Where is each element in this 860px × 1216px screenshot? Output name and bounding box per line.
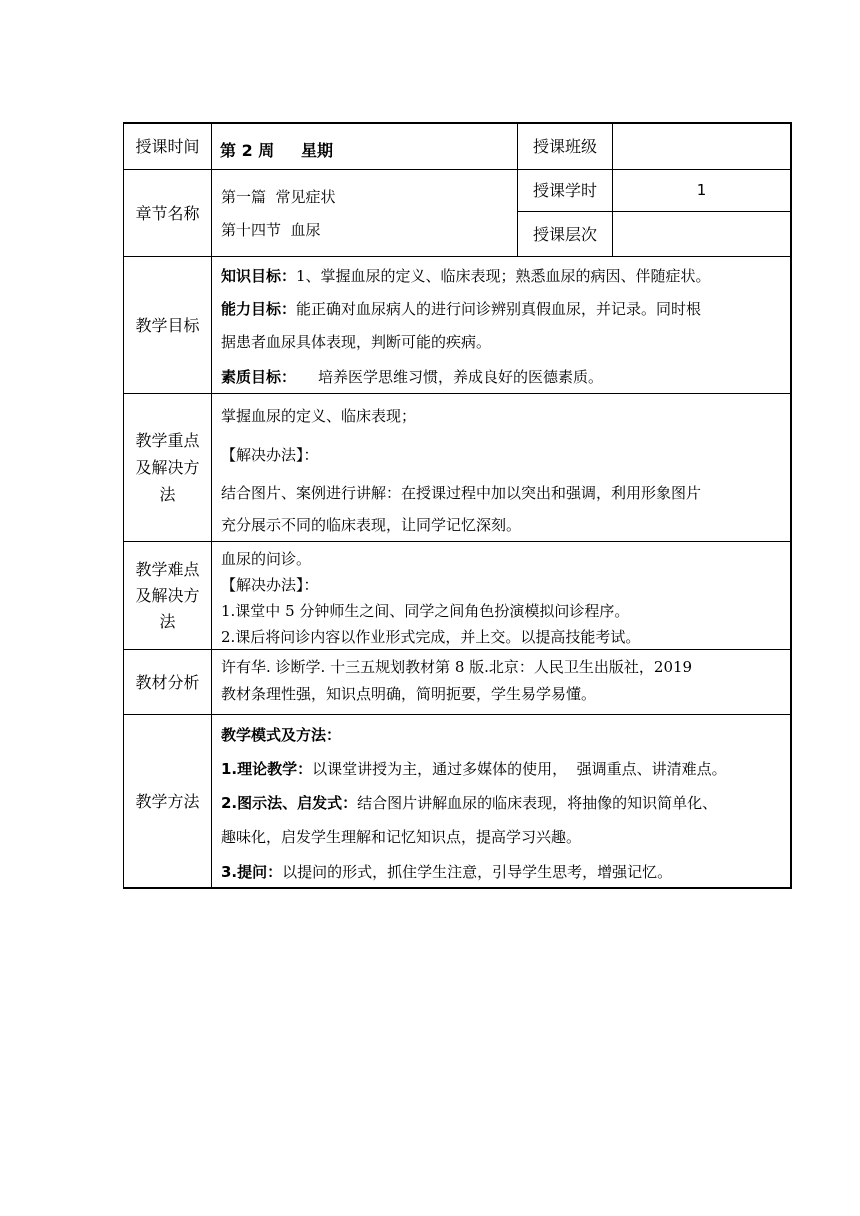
label-key-points bbox=[124, 394, 211, 541]
methods-item-1 bbox=[221, 758, 727, 779]
goal-knowledge bbox=[221, 265, 711, 286]
goal-ability-label: 能力目标： bbox=[221, 300, 297, 318]
row-line-4 bbox=[123, 541, 791, 542]
key-points-line-2: 【解决办法】： bbox=[221, 446, 319, 464]
difficulties-line-1: 血尿的问诊。 bbox=[221, 550, 312, 568]
label-goals-text: 教学目标 bbox=[135, 315, 200, 335]
methods-item-3-label: 3.提问： bbox=[221, 863, 283, 881]
goal-quality bbox=[221, 366, 603, 387]
methods-heading: 教学模式及方法： bbox=[221, 726, 342, 744]
label-goals bbox=[124, 257, 211, 393]
goal-ability bbox=[221, 298, 701, 319]
row-line-6 bbox=[123, 714, 791, 715]
chapter-line-2: 第十四节 血尿 bbox=[221, 221, 321, 239]
goal-ability-text-1: 能正确对血尿病人的进行问诊辨别真假血尿，并记录。同时根 bbox=[296, 300, 702, 318]
label-difficulties-1: 教学难点 bbox=[135, 559, 200, 579]
class-value bbox=[613, 124, 790, 169]
key-points-line-1: 掌握血尿的定义、临床表现； bbox=[221, 407, 417, 425]
label-methods-text: 教学方法 bbox=[135, 791, 200, 811]
methods-item-3 bbox=[221, 861, 672, 882]
label-difficulties bbox=[124, 542, 211, 649]
label-key-points-2: 及解决方 bbox=[135, 458, 200, 477]
methods-item-2 bbox=[221, 792, 717, 813]
row-line-3 bbox=[123, 393, 791, 394]
methods-item-2-text-1: 结合图片讲解血尿的临床表现，将抽像的知识简单化、 bbox=[357, 794, 718, 812]
key-points-line-3: 结合图片、案例进行讲解：在授课过程中加以突出和强调，利用形象图片 bbox=[221, 484, 702, 502]
methods-item-3-text: 以提问的形式，抓住学生注意，引导学生思考，增强记忆。 bbox=[282, 863, 673, 881]
label-chapter-text: 章节名称 bbox=[135, 203, 200, 223]
difficulties-line-4: 2.课后将问诊内容以作业形式完成，并上交。以提高技能考试。 bbox=[221, 628, 641, 646]
goal-knowledge-label: 知识目标： bbox=[221, 267, 297, 285]
methods-item-1-text: 以课堂讲授为主，通过多媒体的使用， 强调重点、讲清难点。 bbox=[312, 760, 727, 778]
label-level bbox=[518, 212, 612, 256]
table-border-bottom bbox=[123, 887, 791, 889]
methods-item-2-label: 2.图示法、启发式： bbox=[221, 794, 358, 812]
chapter-line-1: 第一篇 常见症状 bbox=[221, 188, 336, 206]
label-methods bbox=[124, 715, 211, 887]
label-materials-text: 教材分析 bbox=[135, 672, 200, 692]
weekday-value: 星期 bbox=[301, 141, 334, 160]
table-border-right bbox=[790, 122, 792, 889]
goal-quality-label: 素质目标： bbox=[221, 368, 297, 386]
label-key-points-3: 法 bbox=[159, 485, 176, 504]
label-materials bbox=[124, 650, 211, 714]
hours-value bbox=[613, 170, 790, 211]
label-difficulties-3: 法 bbox=[159, 611, 176, 631]
hours-value-text: 1 bbox=[696, 181, 707, 199]
materials-line-1: 许有华. 诊断学. 十三五规划教材第 8 版.北京：人民卫生出版社，2019 bbox=[221, 658, 693, 676]
label-time-text: 授课时间 bbox=[135, 137, 200, 156]
week-value: 第 2 周 bbox=[220, 141, 275, 160]
key-points-line-4: 充分展示不同的临床表现，让同学记忆深刻。 bbox=[221, 516, 522, 534]
difficulties-line-3: 1.课堂中 5 分钟师生之间、同学之间角色扮演模拟问诊程序。 bbox=[221, 602, 630, 620]
methods-item-1-label: 1.理论教学： bbox=[221, 760, 313, 778]
level-value bbox=[613, 212, 790, 256]
label-class bbox=[518, 124, 612, 169]
label-hours-text: 授课学时 bbox=[532, 181, 597, 200]
label-time bbox=[124, 124, 211, 169]
label-class-text: 授课班级 bbox=[532, 137, 597, 156]
label-key-points-1: 教学重点 bbox=[135, 431, 200, 450]
goal-quality-text: 培养医学思维习惯，养成良好的医德素质。 bbox=[318, 368, 604, 386]
table-divider-label bbox=[211, 122, 212, 889]
difficulties-line-2: 【解决办法】： bbox=[221, 576, 319, 594]
label-chapter bbox=[124, 170, 211, 256]
materials-line-2: 教材条理性强，知识点明确，简明扼要，学生易学易懂。 bbox=[221, 685, 597, 703]
goal-knowledge-text: 1、掌握血尿的定义、临床表现；熟悉血尿的病因、伴随症状。 bbox=[296, 267, 711, 285]
label-level-text: 授课层次 bbox=[532, 224, 597, 244]
label-hours bbox=[518, 170, 612, 211]
goal-ability-text-2: 据患者血尿具体表现，判断可能的疾病。 bbox=[221, 333, 492, 351]
row-line-5 bbox=[123, 649, 791, 650]
label-difficulties-2: 及解决方 bbox=[135, 585, 200, 605]
row-line-2 bbox=[123, 256, 791, 257]
methods-item-2-text-2: 趣味化，启发学生理解和记忆知识点，提高学习兴趣。 bbox=[221, 828, 582, 846]
